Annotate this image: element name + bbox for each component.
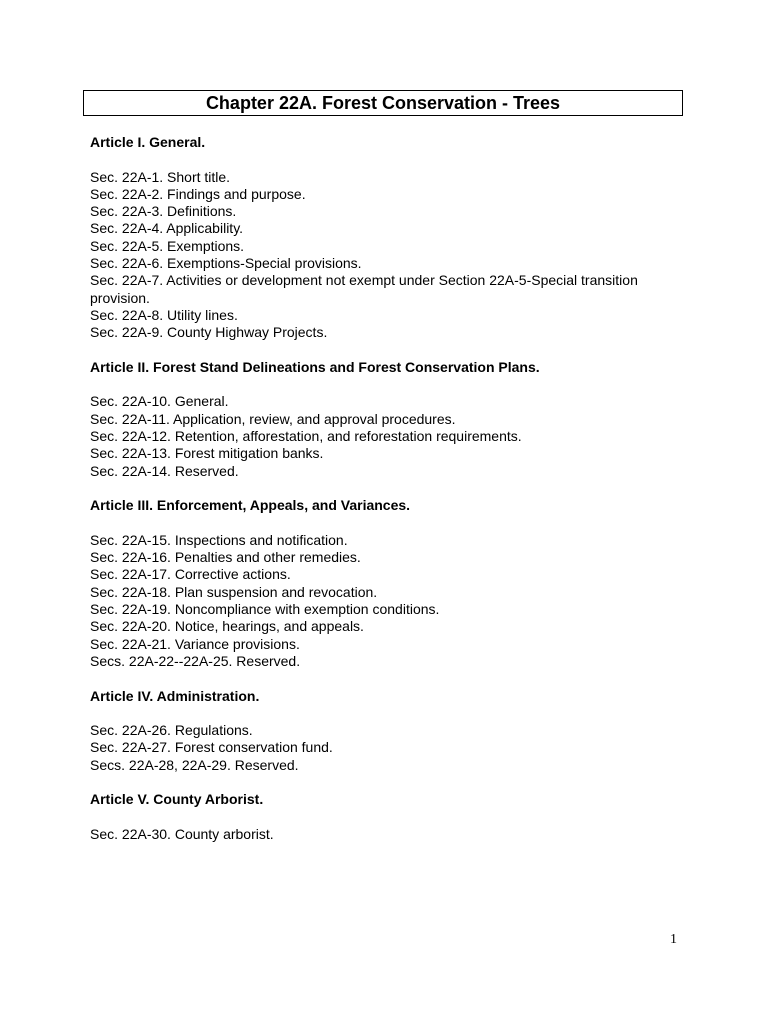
- section-item: Sec. 22A-14. Reserved.: [90, 462, 239, 479]
- section-item: Sec. 22A-4. Applicability.: [90, 220, 244, 237]
- section-item: Sec. 22A-21. Variance provisions.: [90, 635, 300, 652]
- chapter-title-box: [83, 90, 683, 116]
- section-item: Sec. 22A-30. County arborist.: [90, 825, 274, 842]
- section-item: Sec. 22A-27. Forest conservation fund.: [90, 739, 333, 756]
- section-item: Sec. 22A-20. Notice, hearings, and appeals.: [90, 618, 364, 635]
- article-heading: Article IV. Administration.: [90, 687, 260, 704]
- section-item: Sec. 22A-13. Forest mitigation banks.: [90, 445, 324, 462]
- section-item: Sec. 22A-12. Retention, afforestation, and reforestation requirements.: [90, 428, 522, 445]
- section-item: Sec. 22A-8. Utility lines.: [90, 306, 238, 323]
- section-item: Secs. 22A-22--22A-25. Reserved.: [90, 652, 301, 669]
- section-item: Sec. 22A-16. Penalties and other remedies.: [90, 549, 361, 566]
- section-item: Sec. 22A-18. Plan suspension and revocation.: [90, 583, 378, 600]
- section-item: Sec. 22A-26. Regulations.: [90, 722, 253, 739]
- section-item: Sec. 22A-11. Application, review, and approval procedures.: [90, 410, 456, 427]
- section-item: Sec. 22A-6. Exemptions-Special provisions.: [90, 255, 362, 272]
- section-item: Sec. 22A-2. Findings and purpose.: [90, 185, 306, 202]
- section-item: Sec. 22A-9. County Highway Projects.: [90, 324, 328, 341]
- article-3: [90, 497, 690, 670]
- article-4: [90, 688, 690, 774]
- article-heading: Article I. General.: [90, 134, 206, 150]
- section-list: [90, 393, 690, 479]
- section-item: Sec. 22A-7. Activities or development not exempt under Section 22A-5-Special transition provision.: [90, 272, 638, 306]
- article-5: [90, 791, 690, 843]
- article-heading: Article II. Forest Stand Delineations and Forest Conservation Plans.: [90, 358, 540, 375]
- section-item: Secs. 22A-28, 22A-29. Reserved.: [90, 756, 299, 773]
- article-2: [90, 359, 690, 480]
- article-heading: Article V. County Arborist.: [90, 791, 264, 808]
- section-item: Sec. 22A-15. Inspections and notification.: [90, 531, 348, 548]
- section-item: Sec. 22A-19. Noncompliance with exemption conditions.: [90, 601, 440, 618]
- chapter-title: Chapter 22A. Forest Conservation - Trees: [205, 93, 561, 113]
- section-item: Sec. 22A-17. Corrective actions.: [90, 566, 291, 583]
- table-of-contents: [90, 134, 690, 860]
- section-list: [90, 169, 690, 342]
- section-list: [90, 722, 690, 774]
- section-item: Sec. 22A-3. Definitions.: [90, 203, 237, 220]
- section-item: Sec. 22A-1. Short title.: [90, 168, 231, 185]
- section-list: [90, 826, 690, 843]
- article-heading: Article III. Enforcement, Appeals, and Variances.: [90, 497, 411, 514]
- page-number: 1: [670, 932, 677, 947]
- article-1: [90, 134, 690, 342]
- section-item: Sec. 22A-10. General.: [90, 393, 229, 410]
- section-item: Sec. 22A-5. Exemptions.: [90, 237, 245, 254]
- section-list: [90, 532, 690, 670]
